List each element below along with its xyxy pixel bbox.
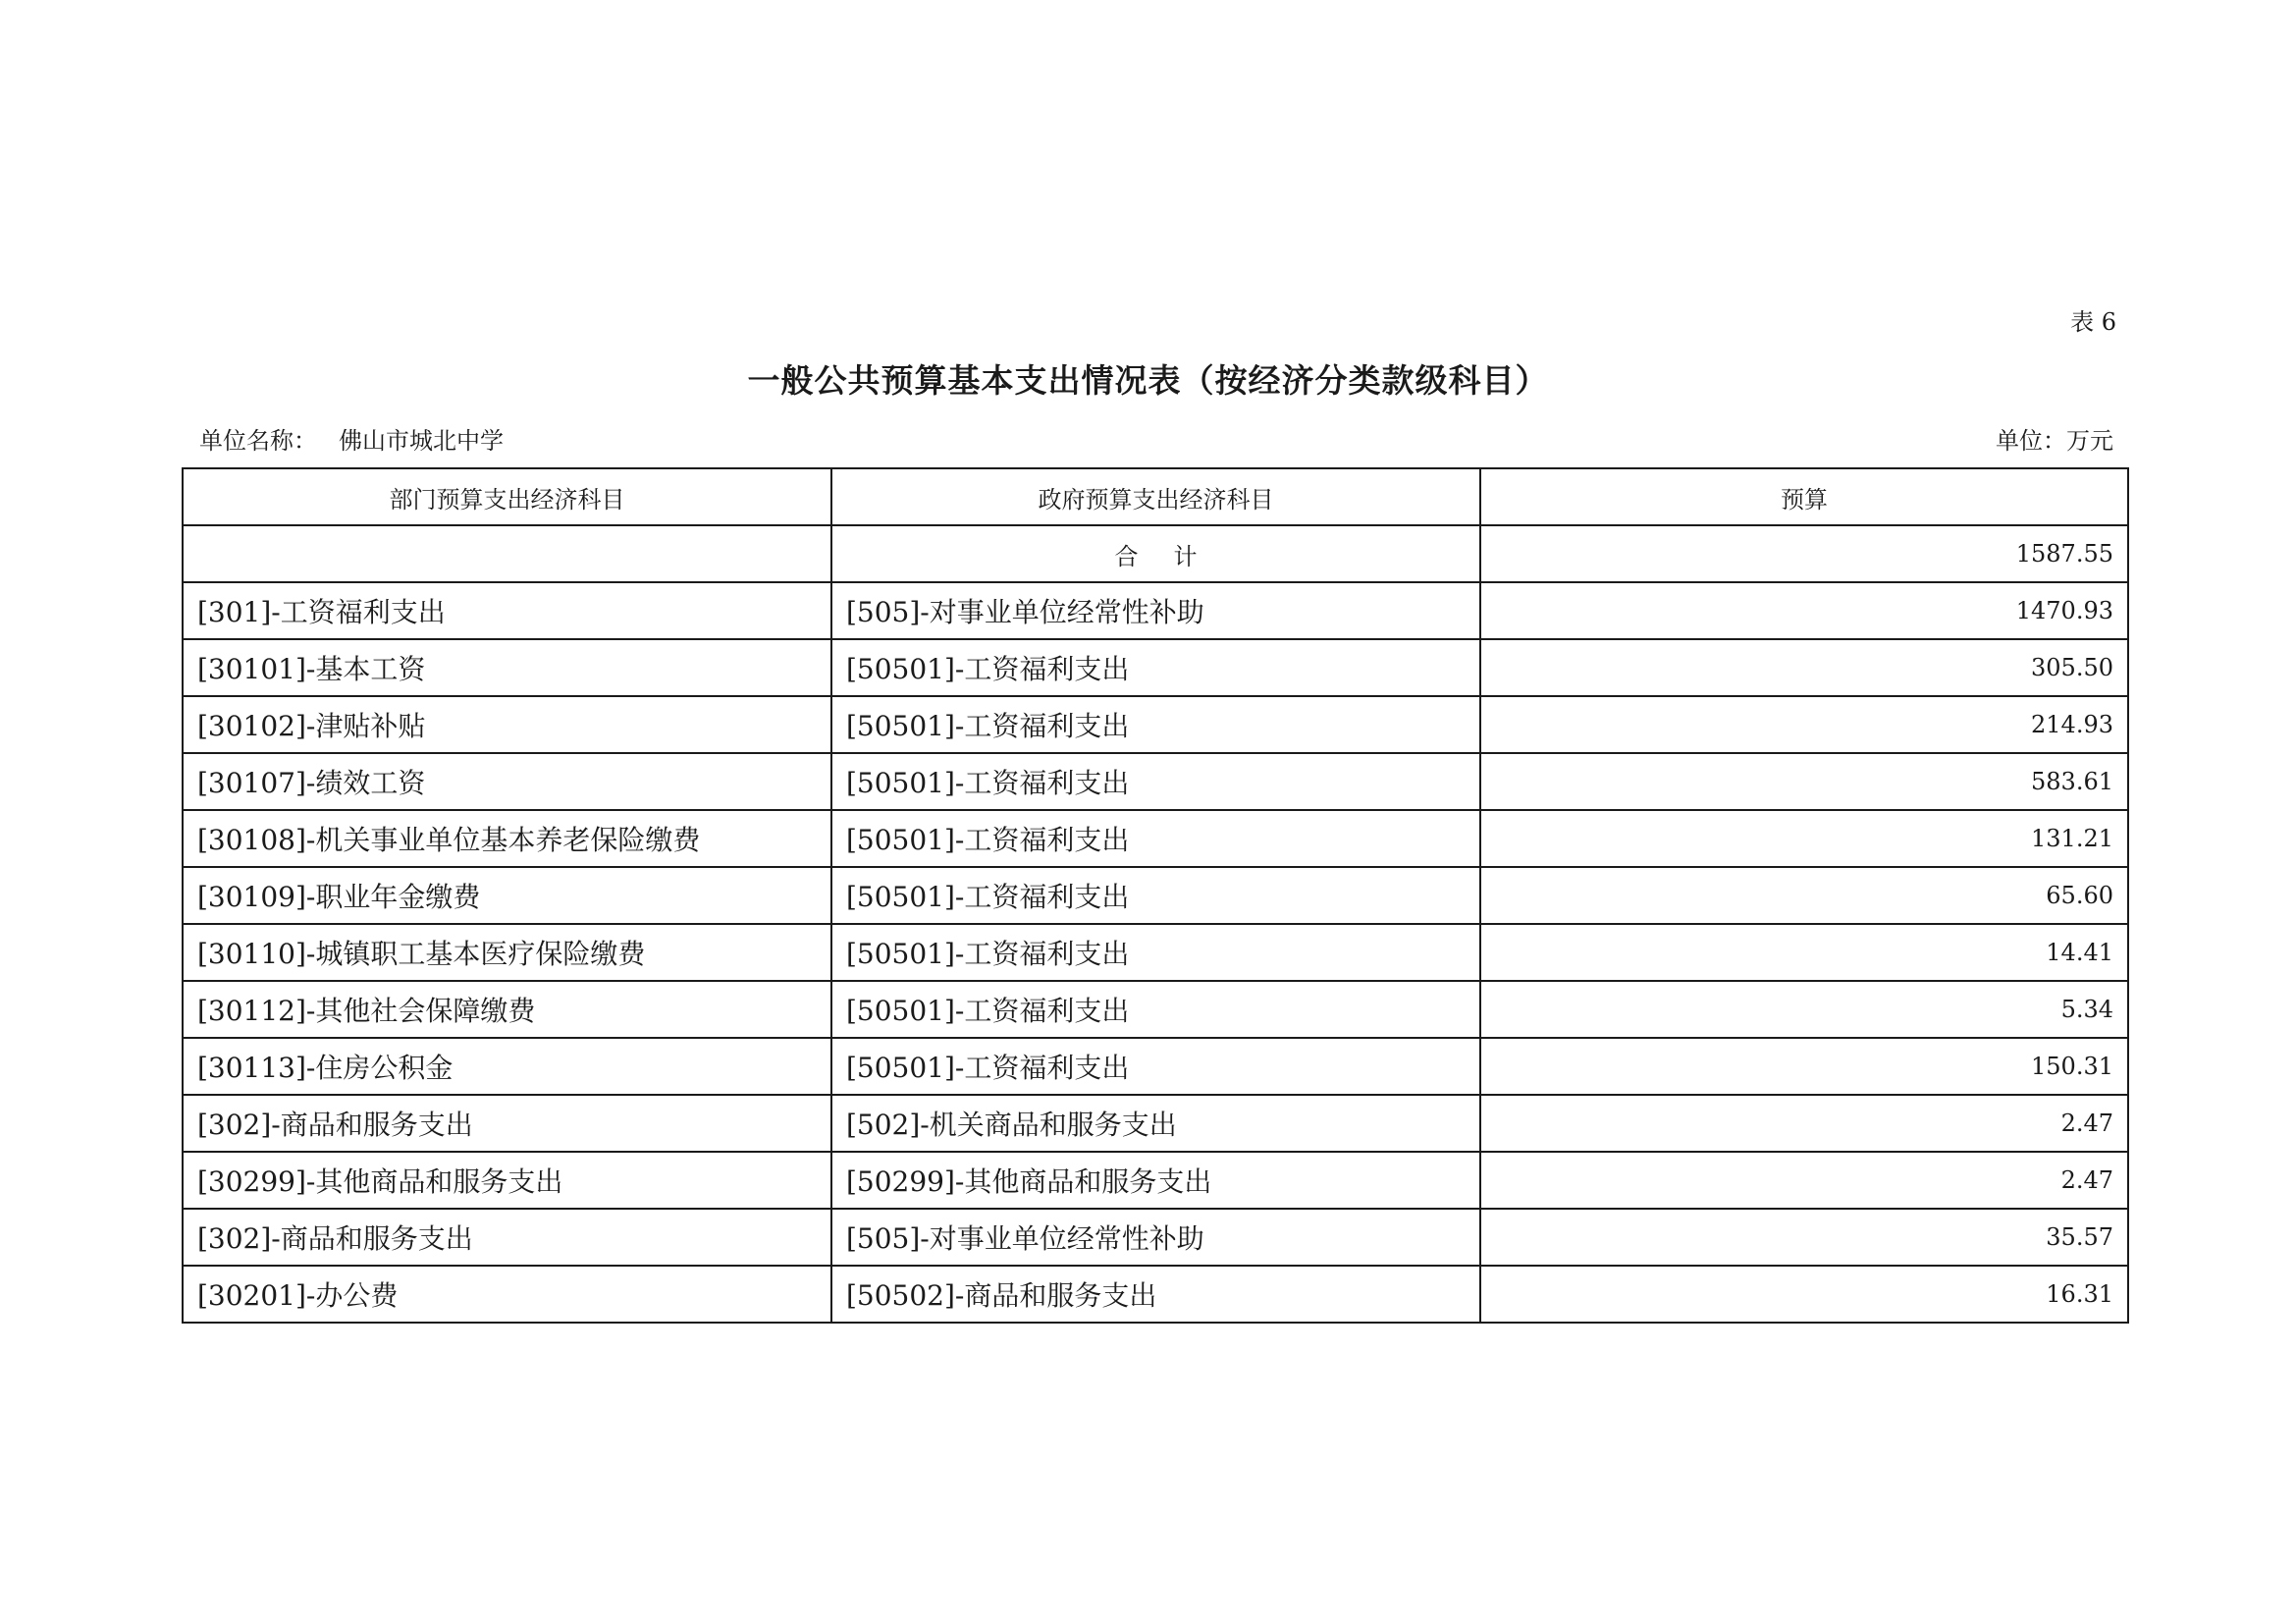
- header-row: [183, 468, 2128, 525]
- total-value: 1587.55: [1480, 525, 2128, 582]
- table-number: 表 6: [2070, 308, 2116, 336]
- gov-subject-cell: [50501]-工资福利支出: [831, 924, 1480, 981]
- gov-subject-cell: [50502]-商品和服务支出: [831, 1266, 1480, 1323]
- budget-amount-cell: 65.60: [1480, 867, 2128, 924]
- gov-subject-cell: [505]-对事业单位经常性补助: [831, 582, 1480, 639]
- gov-subject-cell: [505]-对事业单位经常性补助: [831, 1209, 1480, 1266]
- gov-subject-cell: [50501]-工资福利支出: [831, 639, 1480, 696]
- table-row: [183, 1152, 2128, 1209]
- gov-subject-cell: [50501]-工资福利支出: [831, 981, 1480, 1038]
- dept-subject-cell: [302]-商品和服务支出: [183, 1209, 831, 1266]
- gov-subject-cell: [50501]-工资福利支出: [831, 867, 1480, 924]
- dept-subject-cell: [30109]-职业年金缴费: [183, 867, 831, 924]
- dept-subject-cell: [30113]-住房公积金: [183, 1038, 831, 1095]
- budget-amount-cell: 150.31: [1480, 1038, 2128, 1095]
- org-name: 佛山市城北中学: [339, 427, 504, 455]
- table-row: [183, 810, 2128, 867]
- budget-amount-cell: 214.93: [1480, 696, 2128, 753]
- dept-subject-cell: [30201]-办公费: [183, 1266, 831, 1323]
- dept-subject-cell: [30102]-津贴补贴: [183, 696, 831, 753]
- org-label: 单位名称：: [199, 427, 317, 455]
- table-row: [183, 867, 2128, 924]
- table-row: [183, 1038, 2128, 1095]
- budget-amount-cell: 2.47: [1480, 1095, 2128, 1152]
- gov-subject-cell: [502]-机关商品和服务支出: [831, 1095, 1480, 1152]
- table-row: [183, 1209, 2128, 1266]
- table-row: [183, 753, 2128, 810]
- dept-subject-cell: [30107]-绩效工资: [183, 753, 831, 810]
- budget-amount-cell: 131.21: [1480, 810, 2128, 867]
- header-budget: 预算: [1480, 468, 2128, 525]
- budget-amount-cell: 1470.93: [1480, 582, 2128, 639]
- total-label: 合计: [831, 525, 1480, 582]
- dept-subject-cell: [30101]-基本工资: [183, 639, 831, 696]
- gov-subject-cell: [50299]-其他商品和服务支出: [831, 1152, 1480, 1209]
- header-dept-subject: 部门预算支出经济科目: [183, 468, 831, 525]
- org-info: [199, 421, 504, 456]
- dept-subject-cell: [30112]-其他社会保障缴费: [183, 981, 831, 1038]
- total-row: [183, 525, 2128, 582]
- table-row: [183, 696, 2128, 753]
- table-row: [183, 924, 2128, 981]
- total-empty-cell: [183, 525, 831, 582]
- gov-subject-cell: [50501]-工资福利支出: [831, 696, 1480, 753]
- budget-amount-cell: 14.41: [1480, 924, 2128, 981]
- dept-subject-cell: [30110]-城镇职工基本医疗保险缴费: [183, 924, 831, 981]
- budget-amount-cell: 5.34: [1480, 981, 2128, 1038]
- gov-subject-cell: [50501]-工资福利支出: [831, 810, 1480, 867]
- budget-table: [182, 467, 2129, 1324]
- dept-subject-cell: [30299]-其他商品和服务支出: [183, 1152, 831, 1209]
- gov-subject-cell: [50501]-工资福利支出: [831, 1038, 1480, 1095]
- budget-amount-cell: 35.57: [1480, 1209, 2128, 1266]
- table-row: [183, 639, 2128, 696]
- header-gov-subject: 政府预算支出经济科目: [831, 468, 1480, 525]
- table-row: [183, 1095, 2128, 1152]
- budget-amount-cell: 305.50: [1480, 639, 2128, 696]
- dept-subject-cell: [301]-工资福利支出: [183, 582, 831, 639]
- page-title: 一般公共预算基本支出情况表（按经济分类款级科目）: [747, 361, 1549, 400]
- budget-amount-cell: 583.61: [1480, 753, 2128, 810]
- table-row: [183, 1266, 2128, 1323]
- budget-amount-cell: 2.47: [1480, 1152, 2128, 1209]
- dept-subject-cell: [302]-商品和服务支出: [183, 1095, 831, 1152]
- table-row: [183, 582, 2128, 639]
- dept-subject-cell: [30108]-机关事业单位基本养老保险缴费: [183, 810, 831, 867]
- table-row: [183, 981, 2128, 1038]
- unit-label: 单位：万元: [1996, 427, 2113, 455]
- budget-amount-cell: 16.31: [1480, 1266, 2128, 1323]
- gov-subject-cell: [50501]-工资福利支出: [831, 753, 1480, 810]
